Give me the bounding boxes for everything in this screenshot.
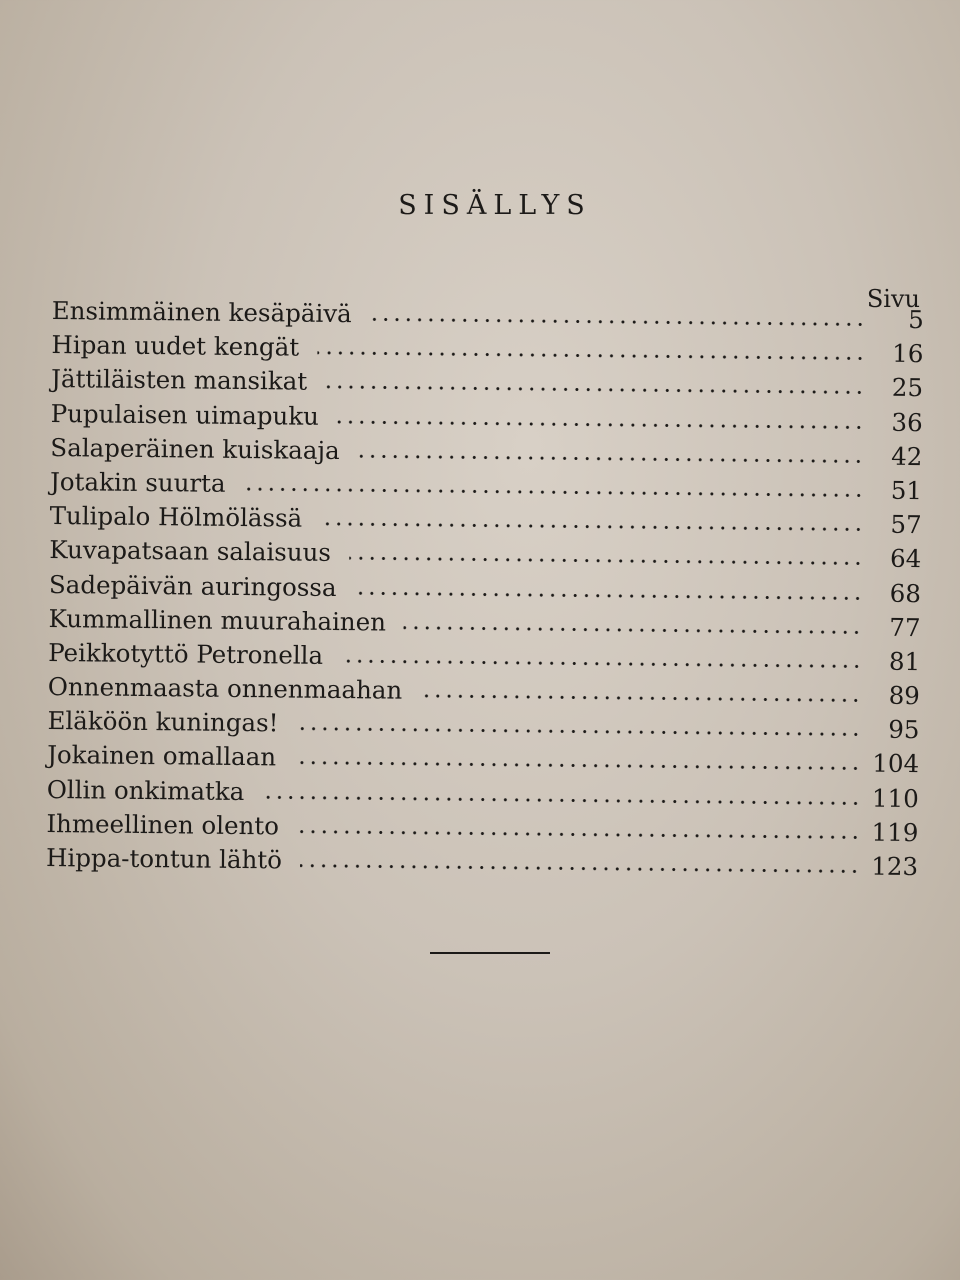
toc-entry-page: 51 — [890, 475, 923, 506]
toc-entry-title: Peikkotyttö Petronella — [48, 637, 324, 670]
dot-leader — [358, 453, 865, 464]
dot-leader — [370, 316, 866, 327]
dot-leader — [320, 521, 863, 533]
toc-entry-title: Jotakin suurta — [49, 466, 226, 498]
table-of-contents — [46, 294, 924, 884]
toc-entry-page: 123 — [871, 851, 919, 882]
toc-entry-page: 64 — [889, 544, 922, 574]
toc-entry-page: 68 — [889, 578, 922, 608]
toc-entry-page: 119 — [871, 817, 919, 847]
toc-entry-page: 16 — [892, 338, 924, 369]
toc-entry-title: Salaperäinen kuiskaaja — [50, 432, 340, 465]
dot-leader — [341, 658, 862, 669]
dot-leader — [325, 384, 865, 396]
toc-entry-page: 36 — [891, 407, 923, 437]
toc-entry-page: 77 — [889, 612, 921, 642]
dot-leader — [337, 419, 865, 431]
dot-leader — [420, 693, 862, 704]
toc-entry-title: Hippa-tontun lähtö — [45, 842, 283, 875]
toc-entry-page: 89 — [888, 680, 920, 711]
page-title: SISÄLLYS — [398, 190, 592, 221]
dot-leader — [354, 590, 862, 601]
toc-entry-title: Ollin onkimatka — [46, 774, 245, 806]
toc-entry-page: 25 — [891, 373, 924, 403]
dot-leader — [300, 863, 860, 875]
dot-leader — [404, 624, 863, 635]
toc-entry-page: 42 — [891, 441, 923, 471]
page-column-label: Sivu — [866, 285, 920, 313]
dot-leader — [317, 350, 865, 362]
toc-entry-title: Ihmeellinen olento — [46, 808, 280, 841]
toc-entry-title: Jättiläisten mansikat — [50, 364, 308, 397]
toc-entry-page: 95 — [888, 715, 920, 745]
toc-entry-title: Kuvapatsaan salaisuus — [49, 535, 332, 568]
toc-entry-page: 110 — [871, 783, 919, 813]
dot-leader — [294, 760, 861, 772]
dot-leader — [296, 726, 861, 738]
toc-entry-page: 104 — [872, 749, 920, 779]
toc-entry-title: Onnenmaasta onnenmaahan — [47, 672, 403, 705]
toc-entry-title: Hipan uudet kengät — [51, 330, 300, 362]
toc-entry-title: Sadepäivän auringossa — [48, 569, 337, 602]
end-rule-divider — [430, 952, 550, 954]
toc-entry-page: 5 — [908, 304, 924, 335]
dot-leader — [262, 794, 861, 806]
toc-entry-title: Pupulaisen uimapuku — [50, 398, 320, 431]
dot-leader — [349, 555, 863, 566]
toc-entry-title: Jokainen omallaan — [47, 740, 277, 772]
toc-entry-page: 57 — [890, 509, 922, 540]
toc-entry-title: Eläköön kuningas! — [47, 706, 279, 738]
dot-leader — [244, 486, 864, 498]
toc-entry-title: Tulipalo Hölmölässä — [49, 501, 303, 533]
toc-entry-title: Kummallinen muurahainen — [48, 603, 387, 637]
toc-entry-title: Ensimmäinen kesäpäivä — [51, 295, 352, 329]
toc-entry-page: 81 — [888, 646, 921, 676]
dot-leader — [297, 828, 861, 840]
